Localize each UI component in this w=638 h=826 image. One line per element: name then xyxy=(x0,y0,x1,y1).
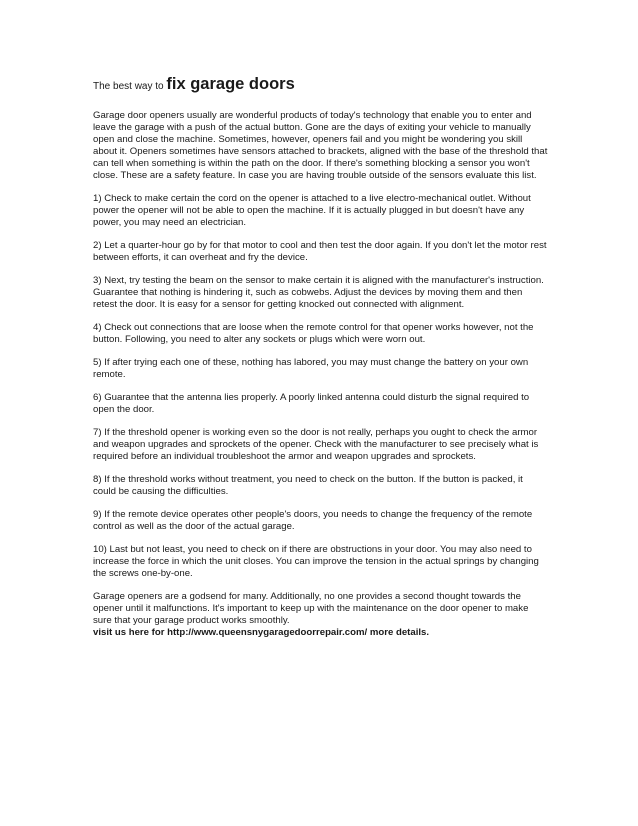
step-2-paragraph: 2) Let a quarter-hour go by for that motor to cool and then test the door again. If you don't let the motor rest between efforts, it can overheat and fry the device. xyxy=(93,240,547,263)
step-7-paragraph: 7) If the threshold opener is working even so the door is not really, perhaps you ought to check the armor and weapon upgrades and sprockets of the opener. Check with the manufacturer to see precisely what is required before an individual troubleshoot the armor and weapon upgrades and sprockets. xyxy=(93,427,539,462)
step-5-paragraph: 5) If after trying each one of these, nothing has labored, you may must change the battery on your own remote. xyxy=(93,357,529,380)
step-6-paragraph: 6) Guarantee that the antenna lies properly. A poorly linked antenna could disturb the signal required to open the door. xyxy=(93,392,530,415)
title-prefix: The best way to xyxy=(93,81,167,92)
website-link[interactable]: visit us here for http://www.queensnygaragedoorrepair.com/ more details. xyxy=(93,627,430,638)
title-main: fix garage doors xyxy=(166,75,295,93)
closing-text: Garage openers are a godsend for many. Additionally, no one provides a second thought towards the opener until it malfunctions. It's important to keep up with the maintenance on the door opener to make sure that your garage product works smoothly. xyxy=(93,591,529,626)
step-10-paragraph: 10) Last but not least, you need to check on if there are obstructions in your door. You may also need to increase the force in which the unit closes. You can improve the tension in the actual springs by changing the screws one-by-one. xyxy=(93,544,539,579)
document-page xyxy=(93,74,548,650)
step-8-paragraph: 8) If the threshold works without treatment, you need to check on the button. If the button is packed, it could be causing the difficulties. xyxy=(93,474,523,497)
step-4-paragraph: 4) Check out connections that are loose when the remote control for that opener works however, not the button. Following, you need to alter any sockets or plugs which were worn out. xyxy=(93,322,534,345)
intro-paragraph: Garage door openers usually are wonderful products of today's technology that enable you to enter and leave the garage with a push of the actual button. Gone are the days of exiting your vehicle to manually open and close the machine. Sometimes, however, openers fail and you might be wondering you skill about it. Openers sometimes have sensors attached to brackets, aligned with the base of the threshold that can tell when something is within the path on the door. If there's something blocking a sensor you won't close. These are a safety feature. In case you are having trouble outside of the sensors evaluate this list. xyxy=(93,110,548,181)
step-9-paragraph: 9) If the remote device operates other people's doors, you needs to change the frequency of the remote control as well as the door of the actual garage. xyxy=(93,509,533,532)
step-1-paragraph: 1) Check to make certain the cord on the opener is attached to a live electro-mechanical outlet. Without power the opener will not be able to open the machine. If it is actually plugged in but doesn't have any power, you may need an electrician. xyxy=(93,193,531,228)
step-3-paragraph: 3) Next, try testing the beam on the sensor to make certain it is aligned with the manufacturer's instruction. Guarantee that nothing is hindering it, such as cobwebs. Adjust the devices by moving them and then retest the door. It is easy for a sensor for getting knocked out connected with alignment. xyxy=(93,275,544,310)
closing-paragraph xyxy=(93,591,548,639)
document-title xyxy=(93,74,548,97)
